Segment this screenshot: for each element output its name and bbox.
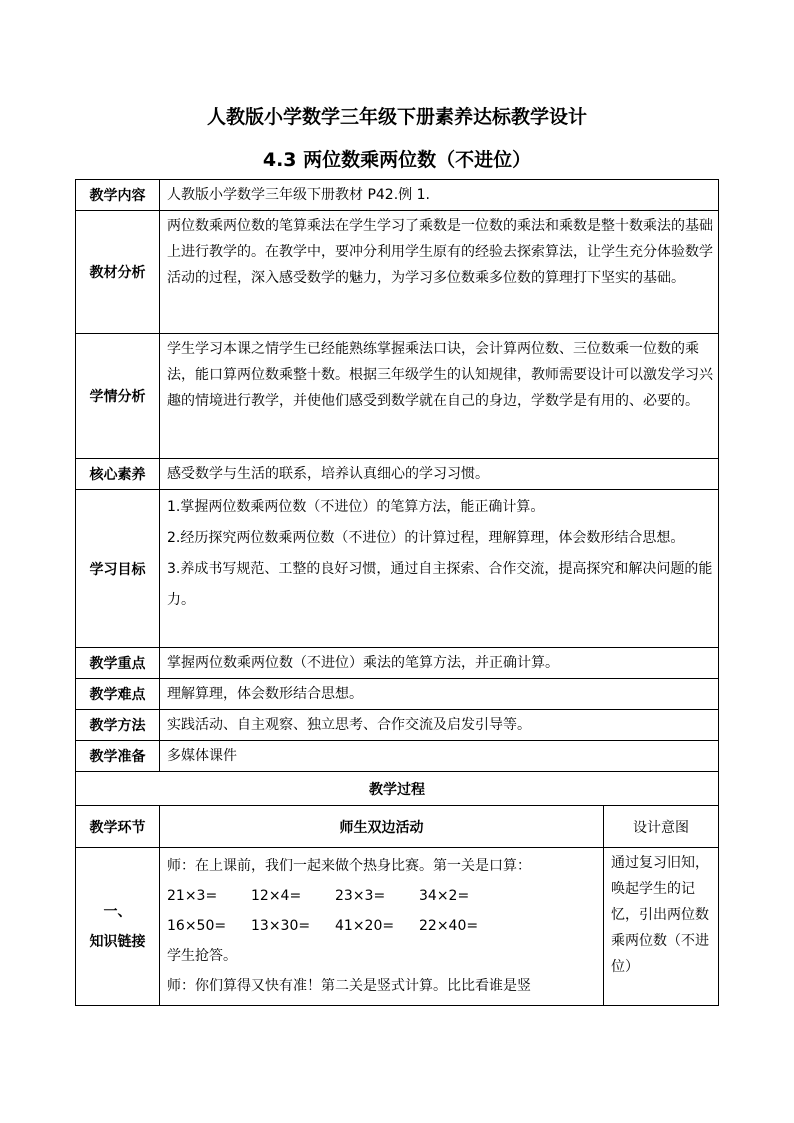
goal-item: 2.经历探究两位数乘两位数（不进位）的计算过程，理解算理，体会数形结合思想。 — [167, 530, 685, 546]
label-core-literacy: 核心素养 — [76, 459, 160, 490]
lesson-plan-table — [75, 179, 719, 1006]
calc-item: 41×20= — [335, 918, 395, 934]
label-difficulty: 教学难点 — [76, 679, 160, 710]
oral-calc-row — [167, 911, 599, 941]
row-column-headers — [76, 806, 719, 848]
calc-item: 16×50= — [167, 918, 227, 934]
design-intent: 通过复习旧知，唤起学生的记忆，引出两位数乘两位数（不进位） — [604, 848, 719, 1006]
text-key-point: 掌握两位数乘两位数（不进位）乘法的笔算方法，并正确计算。 — [160, 648, 719, 679]
col-header-intent: 设计意图 — [604, 806, 719, 848]
text-method: 实践活动、自主观察、独立思考、合作交流及启发引导等。 — [160, 710, 719, 741]
label-preparation: 教学准备 — [76, 741, 160, 772]
lesson-subtitle: 4.3 两位数乘两位数（不进位） — [262, 149, 532, 171]
row-learner-analysis — [76, 334, 719, 459]
calc-item: 13×30= — [251, 918, 311, 934]
text-difficulty: 理解算理，体会数形结合思想。 — [160, 679, 719, 710]
row-preparation — [76, 741, 719, 772]
activity-knowledge-link — [160, 848, 604, 1006]
calc-item: 34×2= — [419, 888, 470, 904]
label-key-point: 教学重点 — [76, 648, 160, 679]
label-material-analysis: 教材分析 — [76, 211, 160, 334]
row-learning-goals — [76, 490, 719, 648]
label-teaching-content: 教学内容 — [76, 180, 160, 211]
row-core-literacy — [76, 459, 719, 490]
row-teaching-content — [76, 180, 719, 211]
calc-item: 12×4= — [251, 888, 302, 904]
calc-item: 21×3= — [167, 888, 218, 904]
stage-number: 一、 — [103, 903, 132, 920]
col-header-activity: 师生双边活动 — [160, 806, 604, 848]
document-title: 人教版小学数学三年级下册素养达标教学设计 — [206, 106, 587, 128]
col-header-stage: 教学环节 — [76, 806, 160, 848]
row-difficulty — [76, 679, 719, 710]
calc-item: 23×3= — [335, 888, 386, 904]
stage-knowledge-link — [76, 848, 160, 1006]
label-learner-analysis: 学情分析 — [76, 334, 160, 459]
row-process-header — [76, 772, 719, 806]
text-learner-analysis: 学生学习本课之情学生已经能熟练掌握乘法口诀，会计算两位数、三位数乘一位数的乘法，能口算两位数乘整十数。根据三年级学生的认知规律，教师需要设计可以激发学习兴趣的情境进行教学，并使他们感受到数学就在自己的身边，学数学是有用的、必要的。 — [160, 334, 719, 459]
activity-answer: 学生抢答。 — [167, 948, 237, 964]
calc-item: 22×40= — [419, 918, 479, 934]
activity-next: 师：你们算得又快有准！第二关是竖式计算。比比看谁是竖 — [167, 978, 531, 994]
label-method: 教学方法 — [76, 710, 160, 741]
row-stage-knowledge-link — [76, 848, 719, 1006]
goal-item: 3.养成书写规范、工整的良好习惯，通过自主探索、合作交流，提高探究和解决问题的能力。 — [167, 561, 713, 608]
text-teaching-content: 人教版小学数学三年级下册教材 P42.例 1. — [160, 180, 719, 211]
activity-intro: 师：在上课前，我们一起来做个热身比赛。第一关是口算： — [167, 858, 531, 874]
text-preparation: 多媒体课件 — [160, 741, 719, 772]
label-learning-goals: 学习目标 — [76, 490, 160, 648]
goal-item: 1.掌握两位数乘两位数（不进位）的笔算方法，能正确计算。 — [167, 499, 545, 515]
oral-calc-row — [167, 881, 599, 911]
list-learning-goals — [160, 490, 719, 648]
text-core-literacy: 感受数学与生活的联系，培养认真细心的学习习惯。 — [160, 459, 719, 490]
row-key-point — [76, 648, 719, 679]
stage-name: 知识链接 — [89, 933, 146, 950]
row-method — [76, 710, 719, 741]
row-material-analysis — [76, 211, 719, 334]
text-material-analysis: 两位数乘两位数的笔算乘法在学生学习了乘数是一位数的乘法和乘数是整十数乘法的基础上进行教学的。在教学中，要冲分利用学生原有的经验去探索算法，让学生充分体验数学活动的过程，深入感受数学的魅力，为学习多位数乘多位数的算理打下坚实的基础。 — [160, 211, 719, 334]
process-header: 教学过程 — [76, 772, 719, 806]
